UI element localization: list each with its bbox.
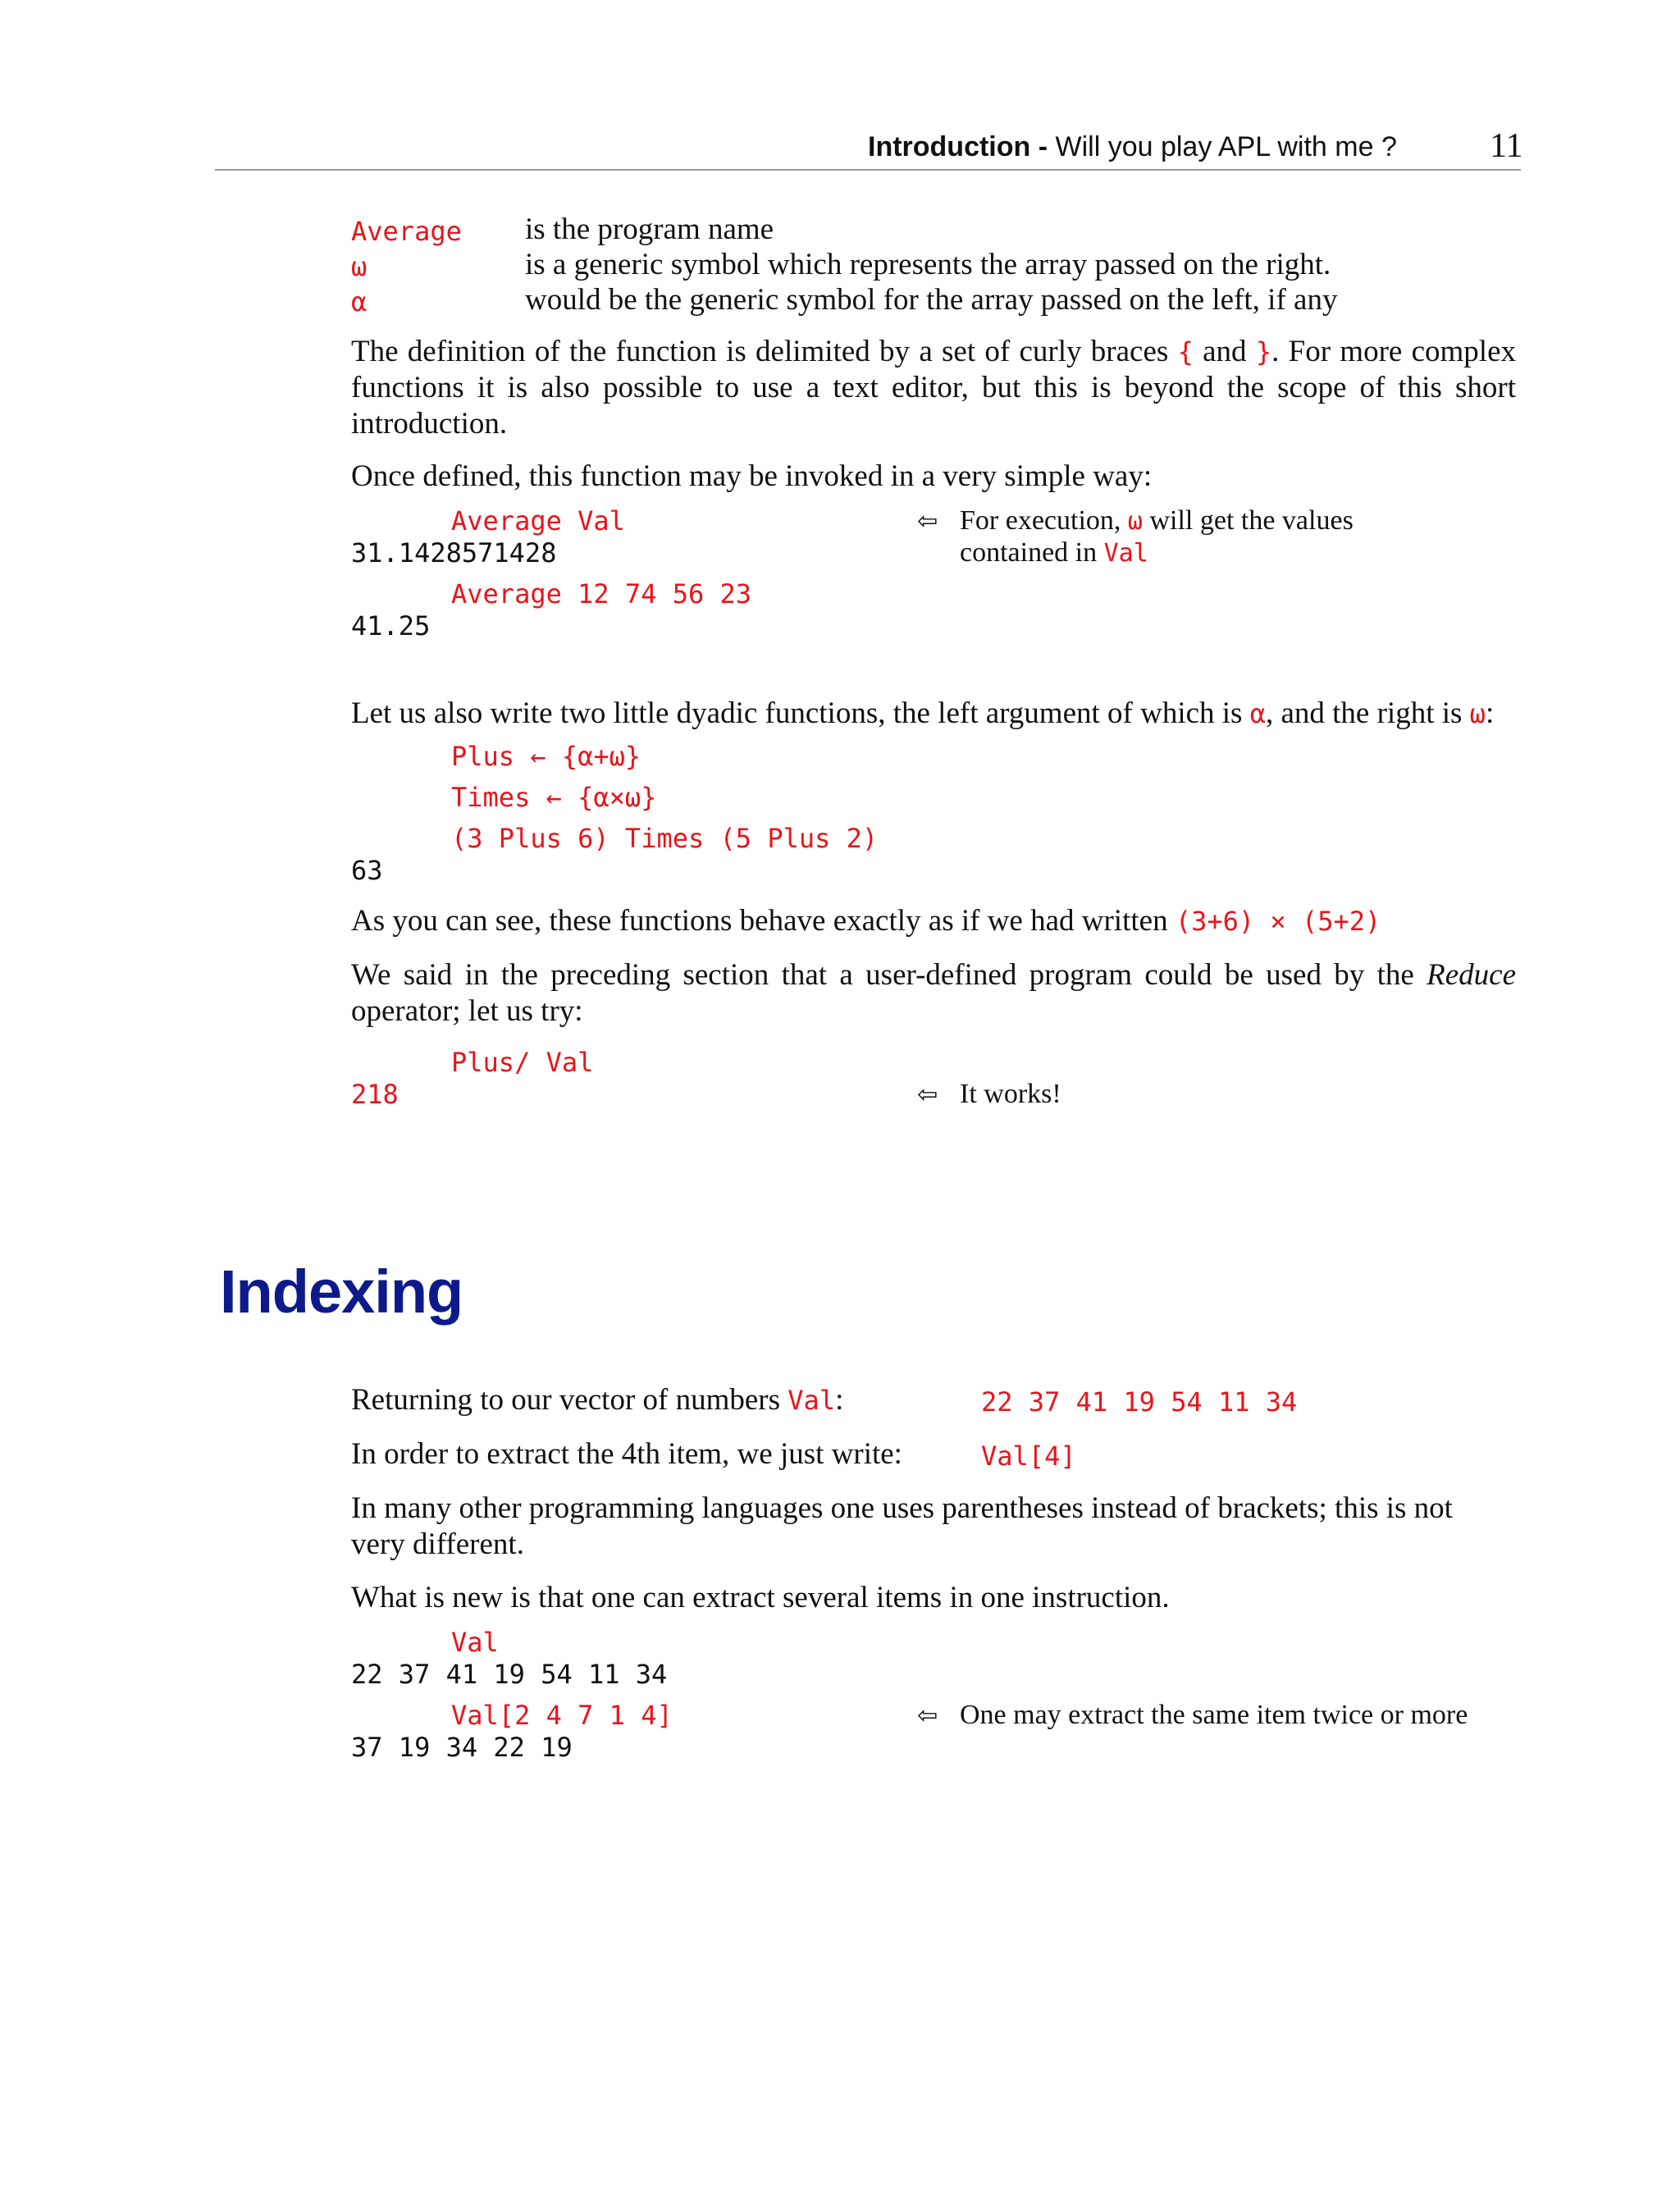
code-val: Val: [451, 1627, 499, 1658]
code-output-218: 218: [351, 1079, 399, 1110]
paragraph-dyadic: Let us also write two little dyadic functions, the left argument of which is α, and the right is ω:: [351, 696, 1495, 730]
def-term-omega: ω: [351, 251, 368, 282]
paragraph-braces: The definition of the function is delimited by a set of curly braces { and }. For more complex functions it is also possible to use a text editor, but this is beyond the scope of this short introduction.: [351, 335, 1516, 441]
arrow-left-icon: ⇦: [917, 1080, 938, 1109]
paragraph-invoke: Once defined, this function may be invoked in a very simple way:: [351, 459, 1153, 493]
note-it-works: It works!: [960, 1079, 1061, 1109]
header-rule: [215, 169, 1521, 171]
running-header: [868, 131, 1397, 163]
code-val-multi-index: Val[2 4 7 1 4]: [451, 1700, 673, 1731]
paragraph-behave: As you can see, these functions behave exactly as if we had written (3+6) × (5+2): [351, 904, 1381, 938]
header-subtitle: Will you play APL with me ?: [1048, 131, 1397, 162]
code-average-literal: Average 12 74 56 23: [451, 578, 752, 610]
note-execution: For execution, ω will get the values: [960, 505, 1354, 536]
arrow-left-icon: ⇦: [917, 507, 938, 536]
code-plus-def: Plus ← {α+ω}: [451, 741, 641, 772]
paragraph-returning: Returning to our vector of numbers Val:: [351, 1383, 844, 1417]
arrow-left-icon: ⇦: [917, 1701, 938, 1730]
def-desc-omega: is a generic symbol which represents the array passed on the right.: [525, 248, 1331, 281]
def-term-alpha: α: [351, 286, 368, 317]
code-output-multi: 37 19 34 22 19: [351, 1732, 573, 1763]
code-average-val: Average Val: [451, 505, 625, 536]
code-output-2: 41.25: [351, 610, 431, 641]
code-vector-values: 22 37 41 19 54 11 34: [981, 1386, 1298, 1418]
code-output-1: 31.1428571428: [351, 537, 557, 568]
def-desc-alpha: would be the generic symbol for the array passed on the left, if any: [525, 283, 1338, 317]
def-term-average: Average: [351, 216, 462, 247]
code-expression: (3 Plus 6) Times (5 Plus 2): [451, 823, 879, 854]
page-number: 11: [1490, 127, 1523, 165]
paragraph-several-items: What is new is that one can extract several items in one instruction.: [351, 1581, 1170, 1614]
paragraph-reduce: We said in the preceding section that a user-defined program could be used by the Reduce operator; let us try:: [351, 958, 1516, 1028]
code-output-vector: 22 37 41 19 54 11 34: [351, 1659, 668, 1690]
section-title: Indexing: [220, 1258, 463, 1326]
brace-open: {: [1177, 336, 1194, 368]
brace-close: }: [1255, 336, 1272, 368]
code-plus-reduce: Plus/ Val: [451, 1047, 594, 1078]
header-chapter: Introduction -: [868, 131, 1048, 162]
paragraph-parentheses: In many other programming languages one uses parentheses instead of brackets; this is not very different.: [351, 1491, 1453, 1561]
code-val-4: Val[4]: [981, 1440, 1076, 1472]
def-desc-average: is the program name: [525, 212, 774, 246]
paragraph-extract-4th: In order to extract the 4th item, we just write:: [351, 1437, 902, 1471]
note-contained: contained in Val: [960, 537, 1148, 568]
note-extract-twice: One may extract the same item twice or more: [960, 1700, 1468, 1730]
code-output-63: 63: [351, 855, 383, 886]
code-times-def: Times ← {α×ω}: [451, 782, 657, 813]
